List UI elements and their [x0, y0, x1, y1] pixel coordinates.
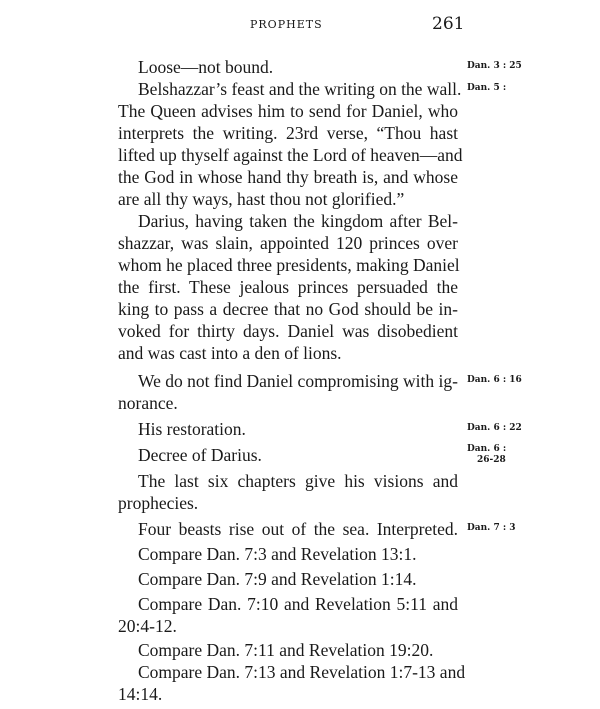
text-line: Decree of Darius.	[138, 445, 262, 465]
text-line: Compare Dan. 7:13 and Revelation 1:7-13 and	[138, 662, 466, 682]
text-line: Compare Dan. 7:10 and Revelation 5:11 and	[138, 594, 458, 614]
text-line: shazzar, was slain, appointed 120 princes over	[118, 233, 458, 253]
margin-note: Dan. 6 : 16	[467, 375, 522, 385]
text-line: 20:4-12.	[118, 616, 177, 636]
text-line: king to pass a decree that no God should be in-	[118, 299, 458, 319]
margin-note: Dan. 3 : 25	[467, 61, 522, 71]
text-line: The Queen advises him to send for Daniel, who	[118, 101, 458, 121]
text-line: Four beasts rise out of the sea. Interpreted.	[138, 519, 458, 539]
text-line: Compare Dan. 7:3 and Revelation 13:1.	[138, 544, 417, 564]
text-line: His restoration.	[138, 419, 246, 439]
margin-note: 26-28	[477, 455, 506, 465]
text-line: We do not find Daniel compromising with ig-	[138, 371, 458, 391]
text-line: whom he placed three presidents, making Daniel	[118, 255, 460, 275]
margin-note: Dan. 6 :	[467, 444, 507, 454]
text-line: Loose—not bound.	[138, 57, 274, 77]
page-number: 261	[432, 14, 465, 34]
text-line: 14:14.	[118, 684, 163, 704]
text-line: the first. These jealous princes persuaded the	[118, 277, 458, 297]
text-line: Compare Dan. 7:9 and Revelation 1:14.	[138, 569, 417, 589]
text-line: the God in whose hand thy breath is, and whose	[118, 167, 458, 187]
text-line: interprets the writing. 23rd verse, “Thou hast	[118, 123, 458, 143]
text-line: Compare Dan. 7:11 and Revelation 19:20.	[138, 640, 434, 660]
text-line: The last six chapters give his visions and	[138, 471, 458, 491]
text-line: voked for thirty days. Daniel was disobedient	[118, 321, 458, 341]
text-line: prophecies.	[118, 493, 199, 513]
margin-note: Dan. 7 : 3	[467, 523, 516, 533]
text-line: Darius, having taken the kingdom after Bel-	[138, 211, 458, 231]
text-line: lifted up thyself against the Lord of heaven—and	[118, 145, 463, 165]
text-line: are all thy ways, hast thou not glorified.”	[118, 189, 405, 209]
margin-note: Dan. 6 : 22	[467, 423, 522, 433]
text-line: and was cast into a den of lions.	[118, 343, 342, 363]
text-line: Belshazzar’s feast and the writing on the wall.	[138, 79, 462, 99]
text-line: norance.	[118, 393, 178, 413]
margin-note: Dan. 5 :	[467, 83, 507, 93]
running-title: PROPHETS	[250, 18, 323, 31]
